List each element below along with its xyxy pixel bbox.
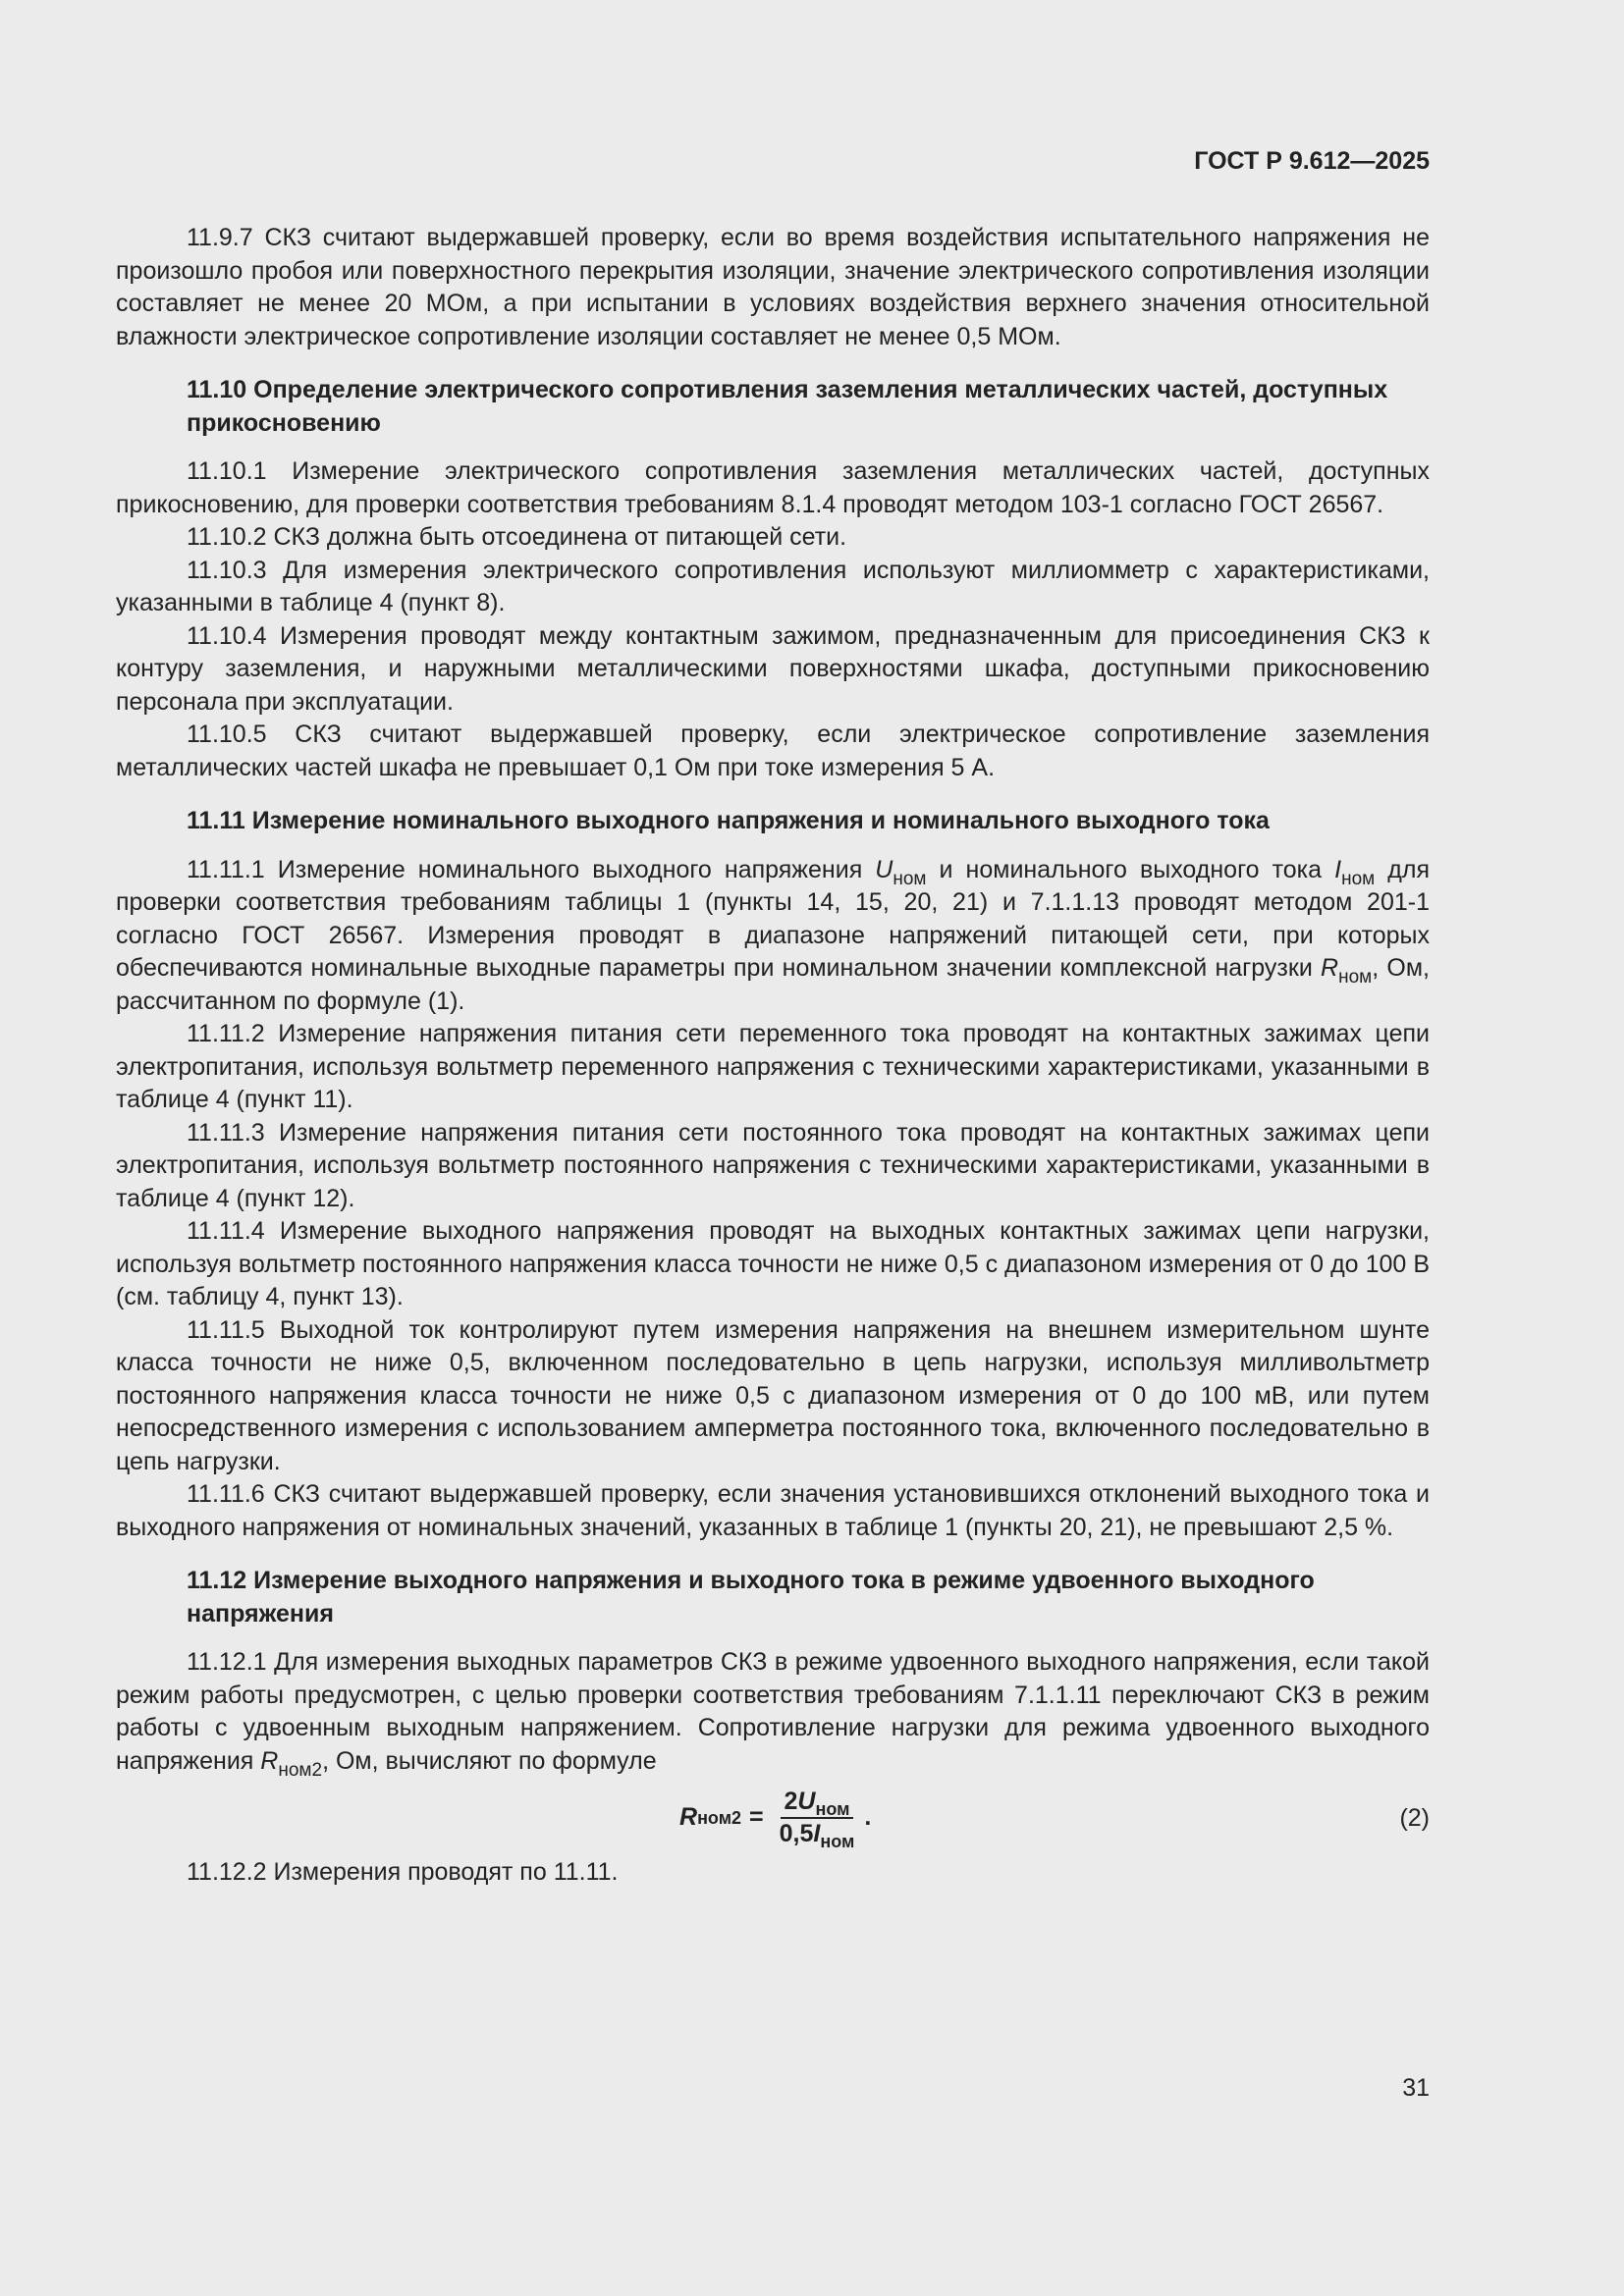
text-run: для проверки соответствия требованиям таблицы 1 (пункты 14, 15, 20, 21) и 7.1.1.13 проводят методом 201-1 согласно ГОСТ 26567. Измерения проводят в диапазоне напряжений питающей сети, при которых обеспечиваются номинальные выходные параметры при номинальном значении комплексной нагрузки <box>116 855 1430 982</box>
paragraph-11-11-1 <box>116 854 1430 1019</box>
paragraph-11-11-5: 11.11.5 Выходной ток контролируют путем измерения напряжения на внешнем измерительном шунте класса точности не ниже 0,5, включенном последовательно в цепь нагрузки, используя милливольтметр постоянного напряжения класса точности не ниже 0,5 с диапазоном измерения от 0 до 100 мВ, или путем непосредственного измерения с использованием амперметра постоянного тока, включенного последовательно в цепь нагрузки. <box>116 1315 1430 1475</box>
paragraph-11-10-4: 11.10.4 Измерения проводят между контактным зажимом, предназначенным для присоединения СКЗ к контуру заземления, и наружными металлическими поверхностями шкафа, доступными прикосновению персонала при эксплуатации. <box>116 621 1430 716</box>
document-body <box>116 222 1430 1890</box>
page-number: 31 <box>1402 2074 1430 2102</box>
text-run: , Ом, рассчитанном по формуле (1). <box>116 954 1430 1015</box>
numerator-variable: U <box>797 1788 816 1815</box>
paragraph-11-12-2: 11.12.2 Измерения проводят по 11.11. <box>187 1858 619 1886</box>
formula-expression: R ном2 = $\frac{2U_{ном}}{0,5I_{ном}}$ . <box>679 1788 872 1851</box>
paragraph-11-11-4: 11.11.4 Измерение выходного напряжения проводят на выходных контактных зажимах цепи нагрузки, используя вольтметр постоянного напряжения класса точности не ниже 0,5 с диапазоном измерения от 0 до 100 В (см. таблицу 4, пункт 13). <box>116 1217 1430 1310</box>
paragraph-11-11-2: 11.11.2 Измерение напряжения питания сети переменного тока проводят на контактных зажимах цепи электропитания, используя вольтметр переменного напряжения с техническими характеристиками, указанными в таблице 4 (пункт 11). <box>116 1020 1430 1113</box>
formula-end: . <box>864 1803 872 1832</box>
subscript-nom: ном <box>893 868 927 889</box>
paragraph-11-11-6: 11.11.6 СКЗ считают выдержавшей проверку, если значения установившихся отклонений выходного тока и выходного напряжения от номинальных значений, указанных в таблице 1 (пункты 20, 21), не превышают 2,5 %. <box>116 1480 1430 1541</box>
paragraph-11-10-5: 11.10.5 СКЗ считают выдержавшей проверку, если электрическое сопротивление заземления металлических частей шкафа не превышает 0,1 Ом при токе измерения 5 А. <box>116 721 1430 781</box>
section-heading-11-11: 11.11 Измерение номинального выходного напряжения и номинального выходного тока <box>187 807 1270 834</box>
formula-equals: = <box>749 1803 764 1832</box>
paragraph-11-9-7: 11.9.7 СКЗ считают выдержавшей проверку, если во время воздействия испытательного напряжения не произошло пробоя или поверхностного перекрытия изоляции, значение электрического сопротивления изоляции составляет не менее 20 МОм, а при испытании в условиях воздействия верхнего значения относительной влажности электрическое сопротивление изоляции составляет не менее 0,5 МОм. <box>116 224 1430 350</box>
numerator-subscript: ном <box>815 1799 850 1819</box>
paragraph-11-10-3: 11.10.3 Для измерения электрического сопротивления используют миллиомметр с характеристиками, указанными в таблице 4 (пункт 8). <box>116 556 1430 616</box>
variable-r: R <box>1321 954 1339 982</box>
text-run: и номинального выходного тока <box>926 855 1335 883</box>
paragraph-11-10-2: 11.10.2 СКЗ должна быть отсоединена от питающей сети. <box>187 523 847 551</box>
paragraph-11-10-1: 11.10.1 Измерение электрического сопротивления заземления металлических частей, доступных прикосновению, для проверки соответствия требованиям 8.1.4 проводят методом 103-1 согласно ГОСТ 26567. <box>116 457 1430 518</box>
formula-fraction <box>776 1788 859 1851</box>
variable-u: U <box>875 855 893 883</box>
variable-i: I <box>1334 855 1342 883</box>
text-run: 11.12.1 Для измерения выходных параметров СКЗ в режиме удвоенного выходного напряжения, если такой режим работы предусмотрен, с целью проверки соответствия требованиям 7.1.1.11 переключают СКЗ в режим работы с удвоенным выходным напряжением. Сопротивление нагрузки для режима удвоенного выходного напряжения <box>116 1648 1430 1775</box>
document-header: ГОСТ Р 9.612—2025 <box>1194 147 1430 175</box>
denominator-coefficient: 0,5 <box>779 1820 814 1847</box>
formula-lhs-variable: R <box>679 1803 698 1832</box>
section-heading-11-10: 11.10 Определение электрического сопротивления заземления металлических частей, доступных прикосновению <box>187 376 1388 437</box>
formula-numerator <box>781 1789 854 1819</box>
formula-2 <box>116 1784 1430 1852</box>
denominator-subscript: ном <box>820 1832 855 1851</box>
text-run: , Ом, вычисляют по формуле <box>322 1746 657 1775</box>
section-heading-11-12: 11.12 Измерение выходного напряжения и выходного тока в режиме удвоенного выходного напряжения <box>187 1567 1315 1628</box>
subscript-nom2: ном2 <box>278 1759 323 1781</box>
subscript-nom: ном <box>1338 967 1373 988</box>
subscript-nom: ном <box>1341 868 1376 889</box>
paragraph-11-11-3: 11.11.3 Измерение напряжения питания сети постоянного тока проводят на контактных зажимах цепи электропитания, используя вольтметр постоянного напряжения с техническими характеристиками, указанными в таблице 4 (пункт 12). <box>116 1118 1430 1212</box>
text-run: 11.11.1 Измерение номинального выходного напряжения <box>187 855 876 883</box>
formula-denominator <box>776 1819 859 1851</box>
numerator-coefficient: 2 <box>784 1788 798 1815</box>
paragraph-11-12-1 <box>116 1646 1430 1781</box>
denominator-variable: I <box>813 1820 821 1847</box>
variable-r: R <box>260 1746 279 1775</box>
formula-number: (2) <box>1399 1804 1430 1832</box>
